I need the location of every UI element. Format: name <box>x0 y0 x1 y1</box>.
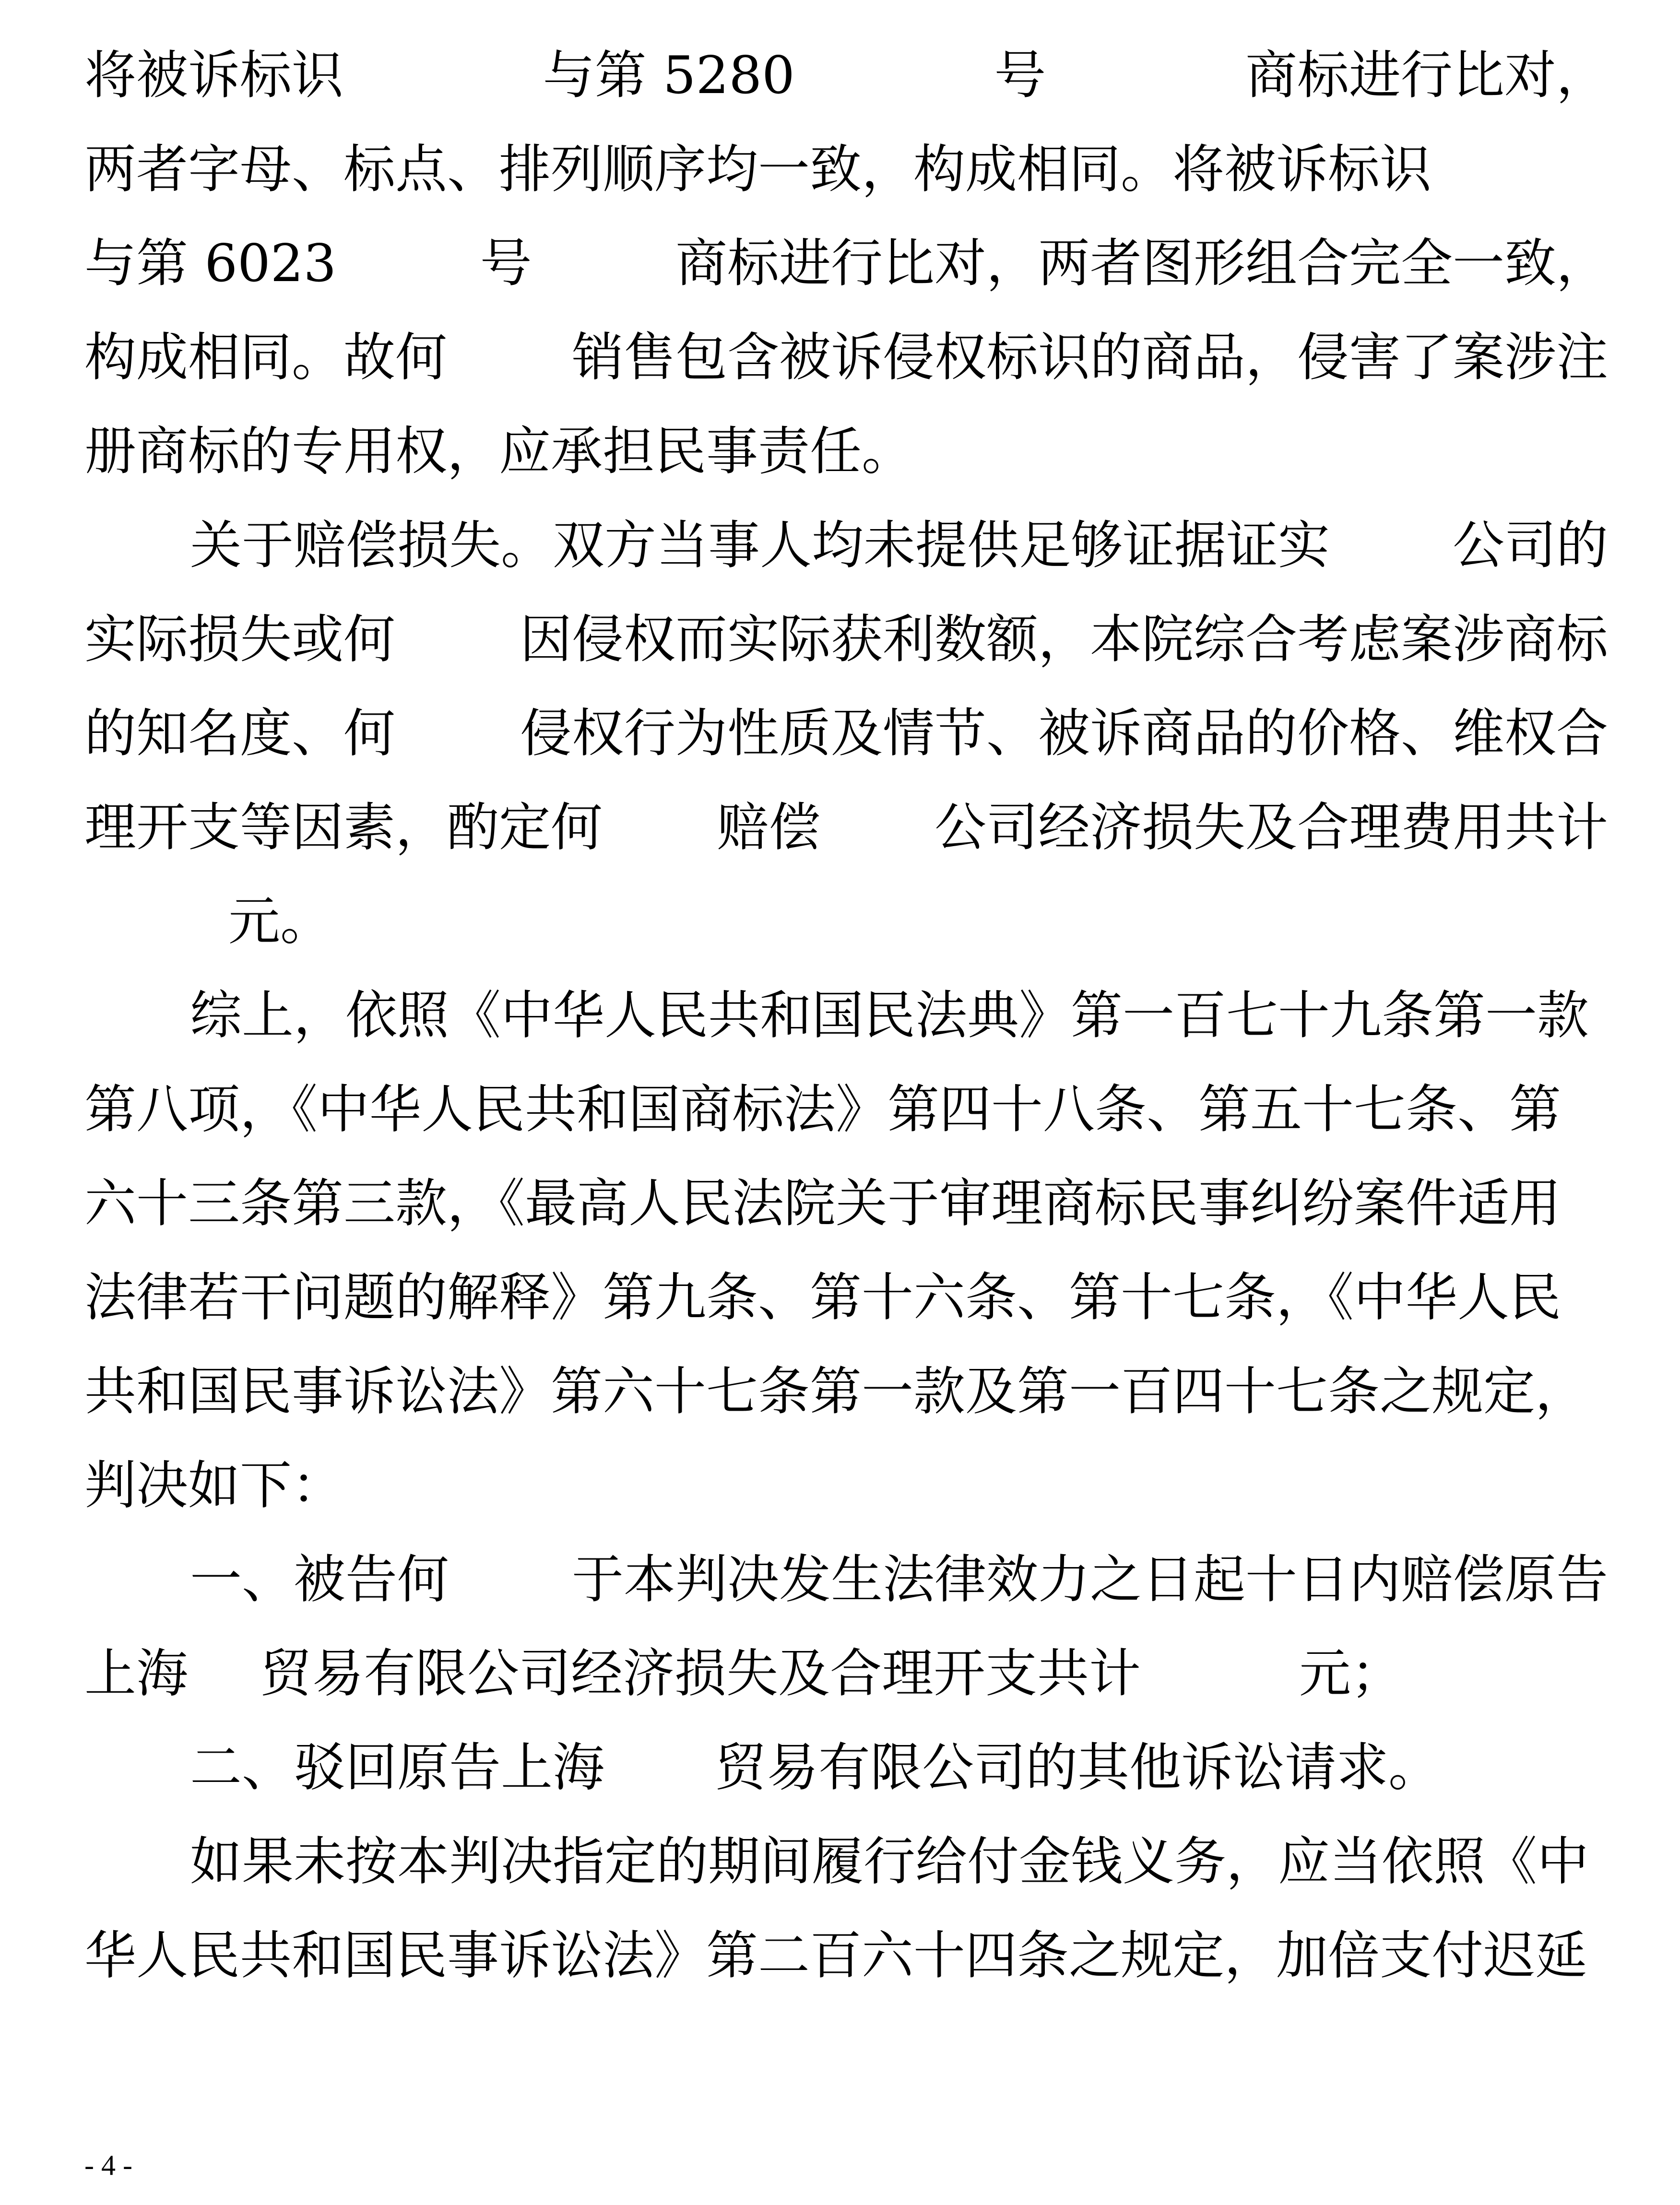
text-segment: 赔偿 <box>716 798 820 858</box>
text-segment: 综上，依照《中华人民共和国民法典》第一百七十九条第一款 <box>190 986 1589 1046</box>
text-line <box>84 405 1608 499</box>
text-line <box>84 1439 1608 1533</box>
text-segment: 元； <box>1299 1644 1403 1704</box>
text-segment: 公司经济损失及合理费用共计 <box>934 798 1608 858</box>
text-segment: 构成相同。故何 <box>84 328 448 388</box>
text-segment: 法律若干问题的解释》第九条、第十六条、第十七条，《中华人民 <box>84 1268 1562 1328</box>
text-segment: 号 <box>480 234 532 294</box>
text-segment: 上海 <box>84 1644 189 1704</box>
text-line <box>84 499 1608 593</box>
text-segment: 理开支等因素，酌定何 <box>84 798 603 858</box>
text-segment: 将被诉标识 <box>84 46 344 106</box>
text-segment: 实际损失或何 <box>84 610 396 670</box>
text-segment: 销售包含被诉侵权标识的商品，侵害了案涉注 <box>571 328 1608 388</box>
document-body <box>84 29 1608 2003</box>
text-segment: 的知名度、何 <box>84 704 396 764</box>
text-segment: 共和国民事诉讼法》第六十七条第一款及第一百四十七条之规定， <box>84 1362 1587 1422</box>
text-segment: 号 <box>994 46 1046 106</box>
text-segment: 二、驳回原告上海 <box>190 1738 605 1798</box>
text-segment: 如果未按本判决指定的期间履行给付金钱义务，应当依照《中 <box>190 1832 1589 1892</box>
text-line <box>84 1721 1608 1815</box>
text-segment: 商标进行比对， <box>1245 46 1608 106</box>
text-segment: 侵权行为性质及情节、被诉商品的价格、维权合 <box>520 704 1608 764</box>
text-line <box>84 217 1608 311</box>
text-segment: 华人民共和国民事诉讼法》第二百六十四条之规定，加倍支付迟延 <box>84 1926 1587 1986</box>
text-segment: 关于赔偿损失。双方当事人均未提供足够证据证实 <box>190 516 1330 576</box>
text-line <box>84 1157 1608 1251</box>
text-line <box>84 123 1608 217</box>
text-line <box>84 1533 1608 1627</box>
text-segment: 贸易有限公司经济损失及合理开支共计 <box>260 1644 1141 1704</box>
text-segment: 判决如下： <box>84 1456 344 1516</box>
text-line <box>84 311 1608 405</box>
text-segment: 公司的 <box>1452 516 1608 576</box>
page-number: - 4 - <box>84 2149 132 2181</box>
text-line <box>84 875 1608 969</box>
text-line <box>84 969 1608 1063</box>
text-segment: 因侵权而实际获利数额，本院综合考虑案涉商标 <box>520 610 1608 670</box>
text-line <box>84 29 1608 123</box>
text-segment: 册商标的专用权，应承担民事责任。 <box>84 422 914 482</box>
text-segment: 六十三条第三款，《最高人民法院关于审理商标民事纠纷案件适用 <box>84 1174 1562 1234</box>
text-segment: 与第 5280 <box>543 46 795 106</box>
text-line <box>84 781 1608 875</box>
text-segment: 商标进行比对，两者图形组合完全一致， <box>675 234 1608 294</box>
text-line <box>84 1815 1608 1909</box>
text-line <box>84 1063 1608 1157</box>
text-segment: 两者字母、标点、排列顺序均一致，构成相同。将被诉标识 <box>84 140 1432 200</box>
text-line <box>84 687 1608 781</box>
text-segment: 于本判决发生法律效力之日起十日内赔偿原告 <box>571 1550 1608 1610</box>
text-segment: 元。 <box>228 892 332 952</box>
text-segment: 与第 6023 <box>84 234 337 294</box>
text-line <box>84 1627 1608 1721</box>
text-segment: 第八项，《中华人民共和国商标法》第四十八条、第五十七条、第 <box>84 1080 1562 1140</box>
text-segment: 贸易有限公司的其他诉讼请求。 <box>715 1738 1441 1798</box>
text-line <box>84 1251 1608 1345</box>
text-segment: 一、被告何 <box>190 1550 450 1610</box>
text-line <box>84 1909 1608 2003</box>
text-line <box>84 1345 1608 1439</box>
text-line <box>84 593 1608 687</box>
